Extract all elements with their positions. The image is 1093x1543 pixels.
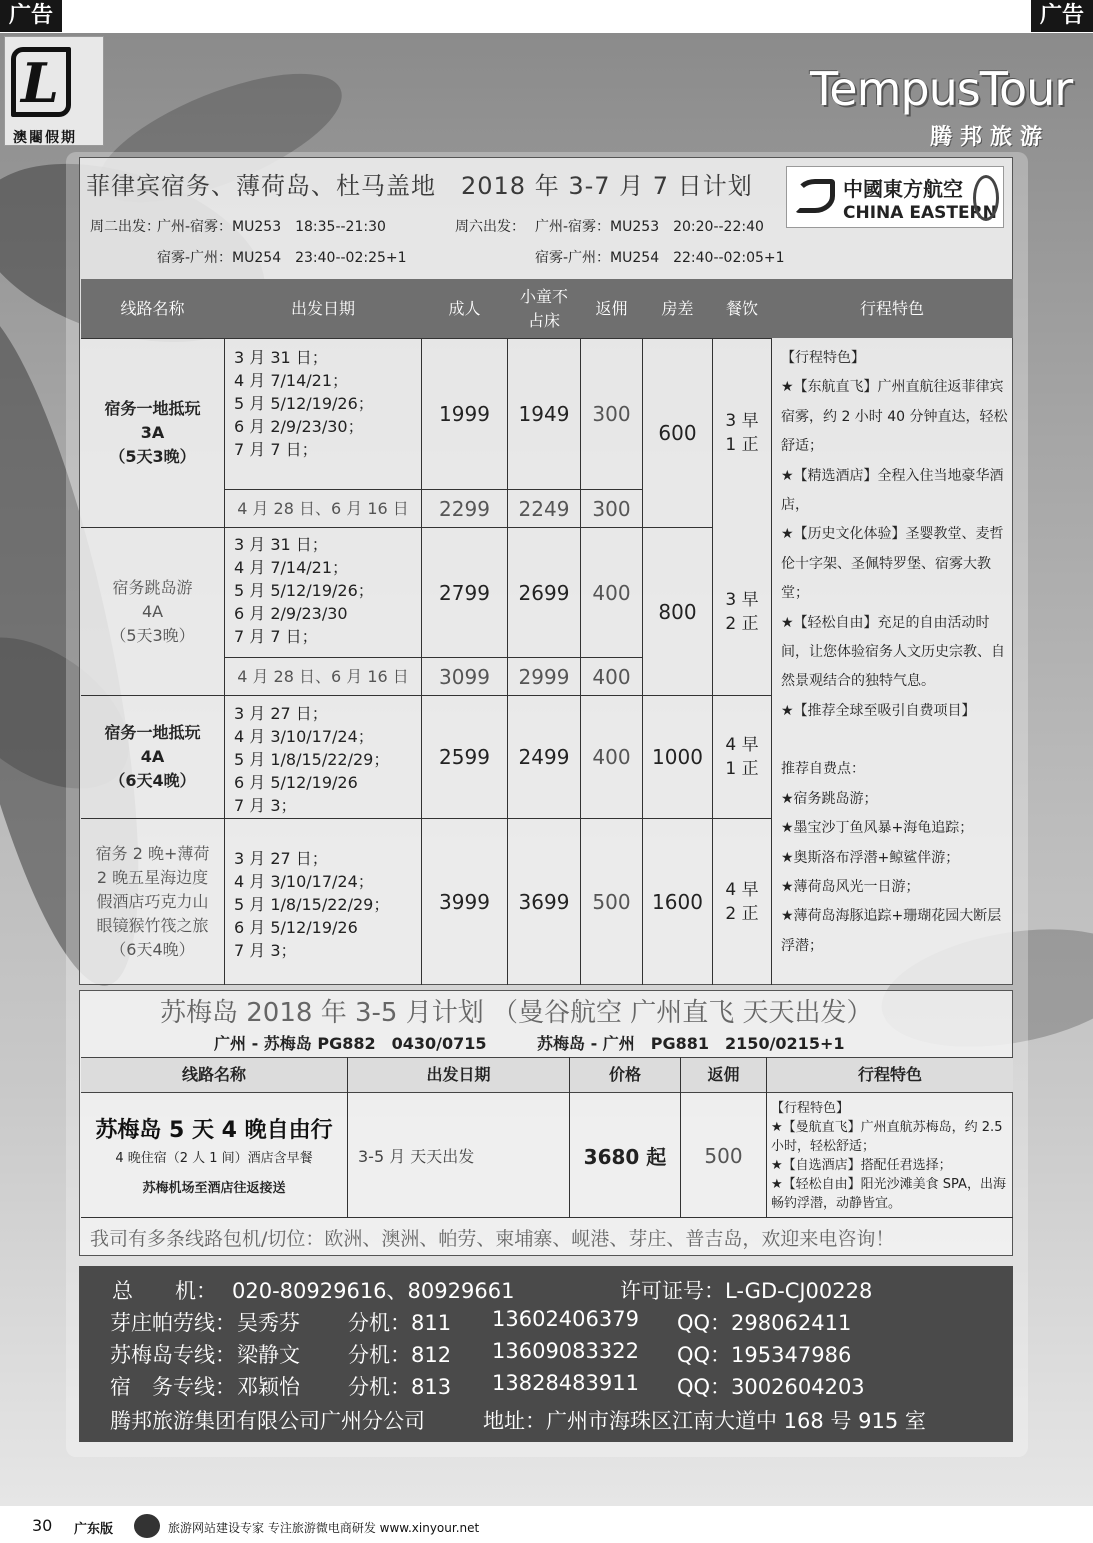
rebate: 300 — [592, 402, 631, 426]
rebate: 400 — [592, 580, 631, 605]
main-phone[interactable]: 020-80929616、80929661 — [232, 1279, 515, 1303]
license-number: 许可证号：L-GD-CJ00228 — [620, 1279, 873, 1303]
feature-line: ★【东航直飞】广州直航往返菲律宾宿雾，约 2 小时 40 分钟直达，轻松舒适； — [781, 379, 1008, 455]
room-diff: 800 — [658, 599, 697, 624]
child-price: 2499 — [518, 745, 570, 769]
line-mobile[interactable]: 13609083322 — [492, 1339, 639, 1363]
pg-outbound: 广州 - 苏梅岛 PG882 0430/0715 — [214, 1034, 487, 1053]
col-route: 线路名称 — [120, 298, 185, 318]
col-rebate: 返佣 — [595, 298, 628, 318]
dates-peak: 4 月 28 日、6 月 16 日 — [237, 666, 409, 686]
charter-note: 我司有多条线路包机/切位：欧洲、澳洲、帕劳、柬埔寨、岘港、芽庄、普吉岛，欢迎来电咨询！ — [90, 1228, 895, 1250]
feature-line: ★薄荷岛风光一日游； — [781, 878, 920, 895]
feature-line: 【行程特色】 — [781, 350, 865, 366]
page-number: 30 — [32, 1516, 53, 1535]
rebate-peak: 300 — [592, 496, 631, 521]
line-qq: QQ：195347986 — [677, 1343, 852, 1367]
feature-line: ★【推荐全球至吸引自费项目】 — [781, 702, 976, 719]
route-cebu-island-hop: 宿务跳岛游 4A （5天3晚） — [110, 577, 195, 645]
dates-cebu-3a: 3 月 31 日； 4 月 7/14/21； 5 月 5/12/19/26； 6 月 2/9/23/30； 7 月 7 日； — [234, 348, 374, 459]
section2-title: 苏梅岛 2018 年 3-5 月计划 （曼谷航空 广州直飞 天天出发） — [160, 998, 873, 1028]
line-contact-name: 邓颖怡 — [237, 1375, 300, 1399]
section2-features — [771, 1099, 1011, 1213]
line-qq: QQ：3002604203 — [677, 1375, 865, 1399]
line-qq: QQ：298062411 — [677, 1311, 852, 1335]
main-line-label: 总 机： — [112, 1279, 217, 1303]
route-samui: 苏梅岛 5 天 4 晚自由行 — [95, 1117, 333, 1143]
col-rebate: 返佣 — [707, 1065, 740, 1084]
col-features: 行程特色 — [859, 298, 924, 318]
adult-price-peak: 2299 — [439, 496, 490, 521]
dates-cebu-4a: 3 月 27 日； 4 月 3/10/17/24； 5 月 1/8/15/22/29； 6 月 5/12/19/26 7 月 3； — [234, 704, 390, 815]
meals: 4 早 2 正 — [725, 880, 759, 924]
pg-return: 苏梅岛 - 广州 PG881 2150/0215+1 — [537, 1034, 845, 1053]
line-mobile[interactable]: 13828483911 — [492, 1371, 639, 1395]
feature-line: 推荐自费点： — [781, 761, 865, 778]
col-route: 线路名称 — [181, 1065, 246, 1084]
ad-label-right: 广告 — [1031, 0, 1093, 32]
feature-line: ★薄荷岛海豚追踪+珊瑚花园大断层浮潜； — [781, 908, 1002, 954]
feature-line: ★宿务跳岛游； — [781, 790, 878, 807]
samui-rebate: 500 — [704, 1143, 743, 1168]
feature-line: ★【精选酒店】全程入住当地豪华酒店， — [781, 467, 1004, 514]
feature-line: ★【自选酒店】搭配任君选择； — [771, 1158, 952, 1173]
feature-line: 【行程特色】 — [771, 1101, 850, 1116]
adult-price: 2799 — [439, 580, 490, 605]
child-price: 2699 — [518, 580, 570, 605]
adult-price: 3999 — [439, 890, 490, 914]
route-cebu-bohol: 宿务 2 晚+薄荷 2 晚五星海边度 假酒店巧克力山 眼镜猴竹筏之旅 （6天4晚） — [95, 844, 210, 959]
col-dates: 出发日期 — [426, 1065, 491, 1084]
route-cebu-3a: 宿务一地抵玩 3A （5天3晚） — [104, 399, 201, 466]
rebate: 400 — [592, 745, 631, 769]
tue-outbound: 广州-宿雾：MU253 18:35--21:30 — [157, 219, 386, 235]
sat-return: 宿雾-广州：MU254 22:40--02:05+1 — [535, 250, 785, 266]
footer-tagline[interactable]: 旅游网站建设专家 专注旅游微电商研发 www.xinyour.net — [168, 1521, 480, 1535]
route-samui-transfer: 苏梅机场至酒店往返接送 — [142, 1180, 286, 1196]
dates-island-hop: 3 月 31 日； 4 月 7/14/21； 5 月 5/12/19/26； 6 月 2/9/23/30 7 月 7 日； — [234, 535, 374, 646]
line-label: 苏梅岛专线： — [110, 1343, 236, 1367]
child-price: 3699 — [518, 890, 570, 914]
section1-features — [781, 344, 1009, 961]
line-label: 芽庄帕劳线： — [110, 1311, 236, 1335]
company-address: 地址：广州市海珠区江南大道中 168 号 915 室 — [483, 1409, 926, 1433]
samui-dates: 3-5 月 天天出发 — [358, 1147, 475, 1166]
col-dates: 出发日期 — [290, 298, 355, 318]
child-price-peak: 2249 — [518, 496, 570, 521]
tempustour-logo: TempusTour 腾邦旅游 — [810, 62, 1073, 150]
section1-title: 菲律宾宿务、薄荷岛、杜马盖地 2018 年 3-7 月 7 日计划 — [86, 172, 753, 200]
col-child: 小童不占床 — [519, 286, 568, 330]
rebate-peak: 400 — [592, 664, 631, 689]
room-diff: 600 — [658, 421, 697, 445]
edition-label: 广东版 — [74, 1522, 114, 1537]
sat-label: 周六出发： — [455, 219, 525, 235]
adult-price: 2599 — [439, 745, 490, 769]
line-extension: 分机：811 — [348, 1311, 452, 1335]
agency-logo: L 澳闀假期 — [4, 36, 104, 146]
feature-line: ★【轻松自由】充足的自由活动时间，让您体验宿务人文历史宗教、自然景观结合的独特气息。 — [781, 614, 1005, 690]
route-cebu-4a: 宿务一地抵玩 4A （6天4晚） — [104, 723, 201, 790]
sat-outbound: 广州-宿雾：MU253 20:20--22:40 — [535, 219, 764, 235]
feature-line — [781, 726, 1009, 755]
line-mobile[interactable]: 13602406379 — [492, 1307, 639, 1331]
dates-cebu-bohol: 3 月 27 日； 4 月 3/10/17/24； 5 月 1/8/15/22/29； 6 月 5/12/19/26 7 月 3； — [234, 849, 390, 960]
meals: 3 早 2 正 — [725, 589, 759, 634]
meals: 3 早 1 正 — [725, 411, 759, 455]
line-contact-name: 梁静文 — [237, 1343, 300, 1367]
line-contact-name: 吴秀芬 — [237, 1311, 300, 1335]
col-price: 价格 — [608, 1065, 641, 1084]
route-samui-hotel: 4 晚住宿（2 人 1 间）酒店含早餐 — [115, 1150, 313, 1166]
line-extension: 分机：813 — [348, 1375, 452, 1399]
rebate: 500 — [592, 890, 631, 914]
xinyour-logo-icon — [134, 1514, 160, 1538]
col-room: 房差 — [661, 298, 694, 318]
meals: 4 早 1 正 — [725, 735, 759, 779]
tue-return: 宿雾-广州：MU254 23:40--02:25+1 — [157, 250, 407, 266]
feature-line: ★【曼航直飞】广州直航苏梅岛，约 2.5 小时，轻松舒适； — [771, 1120, 1003, 1154]
company-name: 腾邦旅游集团有限公司广州分公司 — [110, 1409, 425, 1433]
room-diff: 1600 — [652, 890, 703, 914]
dates-peak: 4 月 28 日、6 月 16 日 — [237, 498, 409, 518]
col-meal: 餐饮 — [725, 298, 758, 318]
feature-line: ★奥斯洛布浮潜+鲸鲨伴游； — [781, 849, 960, 866]
airline-swirl-icon — [795, 179, 835, 213]
tue-label: 周二出发： — [90, 219, 160, 235]
room-diff: 1000 — [652, 745, 703, 769]
feature-line: ★【历史文化体验】圣婴教堂、麦哲伦十字架、圣佩特罗堡、宿雾大教堂； — [781, 526, 1004, 602]
adult-price: 1999 — [439, 402, 490, 426]
feature-line: ★【轻松自由】阳光沙滩美食 SPA，出海畅钓浮潜，动静皆宜。 — [771, 1177, 1006, 1211]
feature-line: ★墨宝沙丁鱼风暴+海龟追踪； — [781, 820, 974, 837]
ad-label-left: 广告 — [0, 0, 62, 32]
line-label: 宿 务专线： — [110, 1375, 236, 1399]
child-price-peak: 2999 — [518, 664, 570, 689]
col-features: 行程特色 — [857, 1065, 922, 1084]
col-adult: 成人 — [448, 298, 481, 318]
adult-price-peak: 3099 — [439, 664, 490, 689]
samui-price: 3680 起 — [583, 1145, 667, 1169]
line-extension: 分机：812 — [348, 1343, 452, 1367]
china-eastern-logo: 中國東方航空 CHINA EASTERN — [786, 166, 1004, 228]
child-price: 1949 — [518, 402, 570, 426]
page-footer — [0, 1508, 1093, 1543]
